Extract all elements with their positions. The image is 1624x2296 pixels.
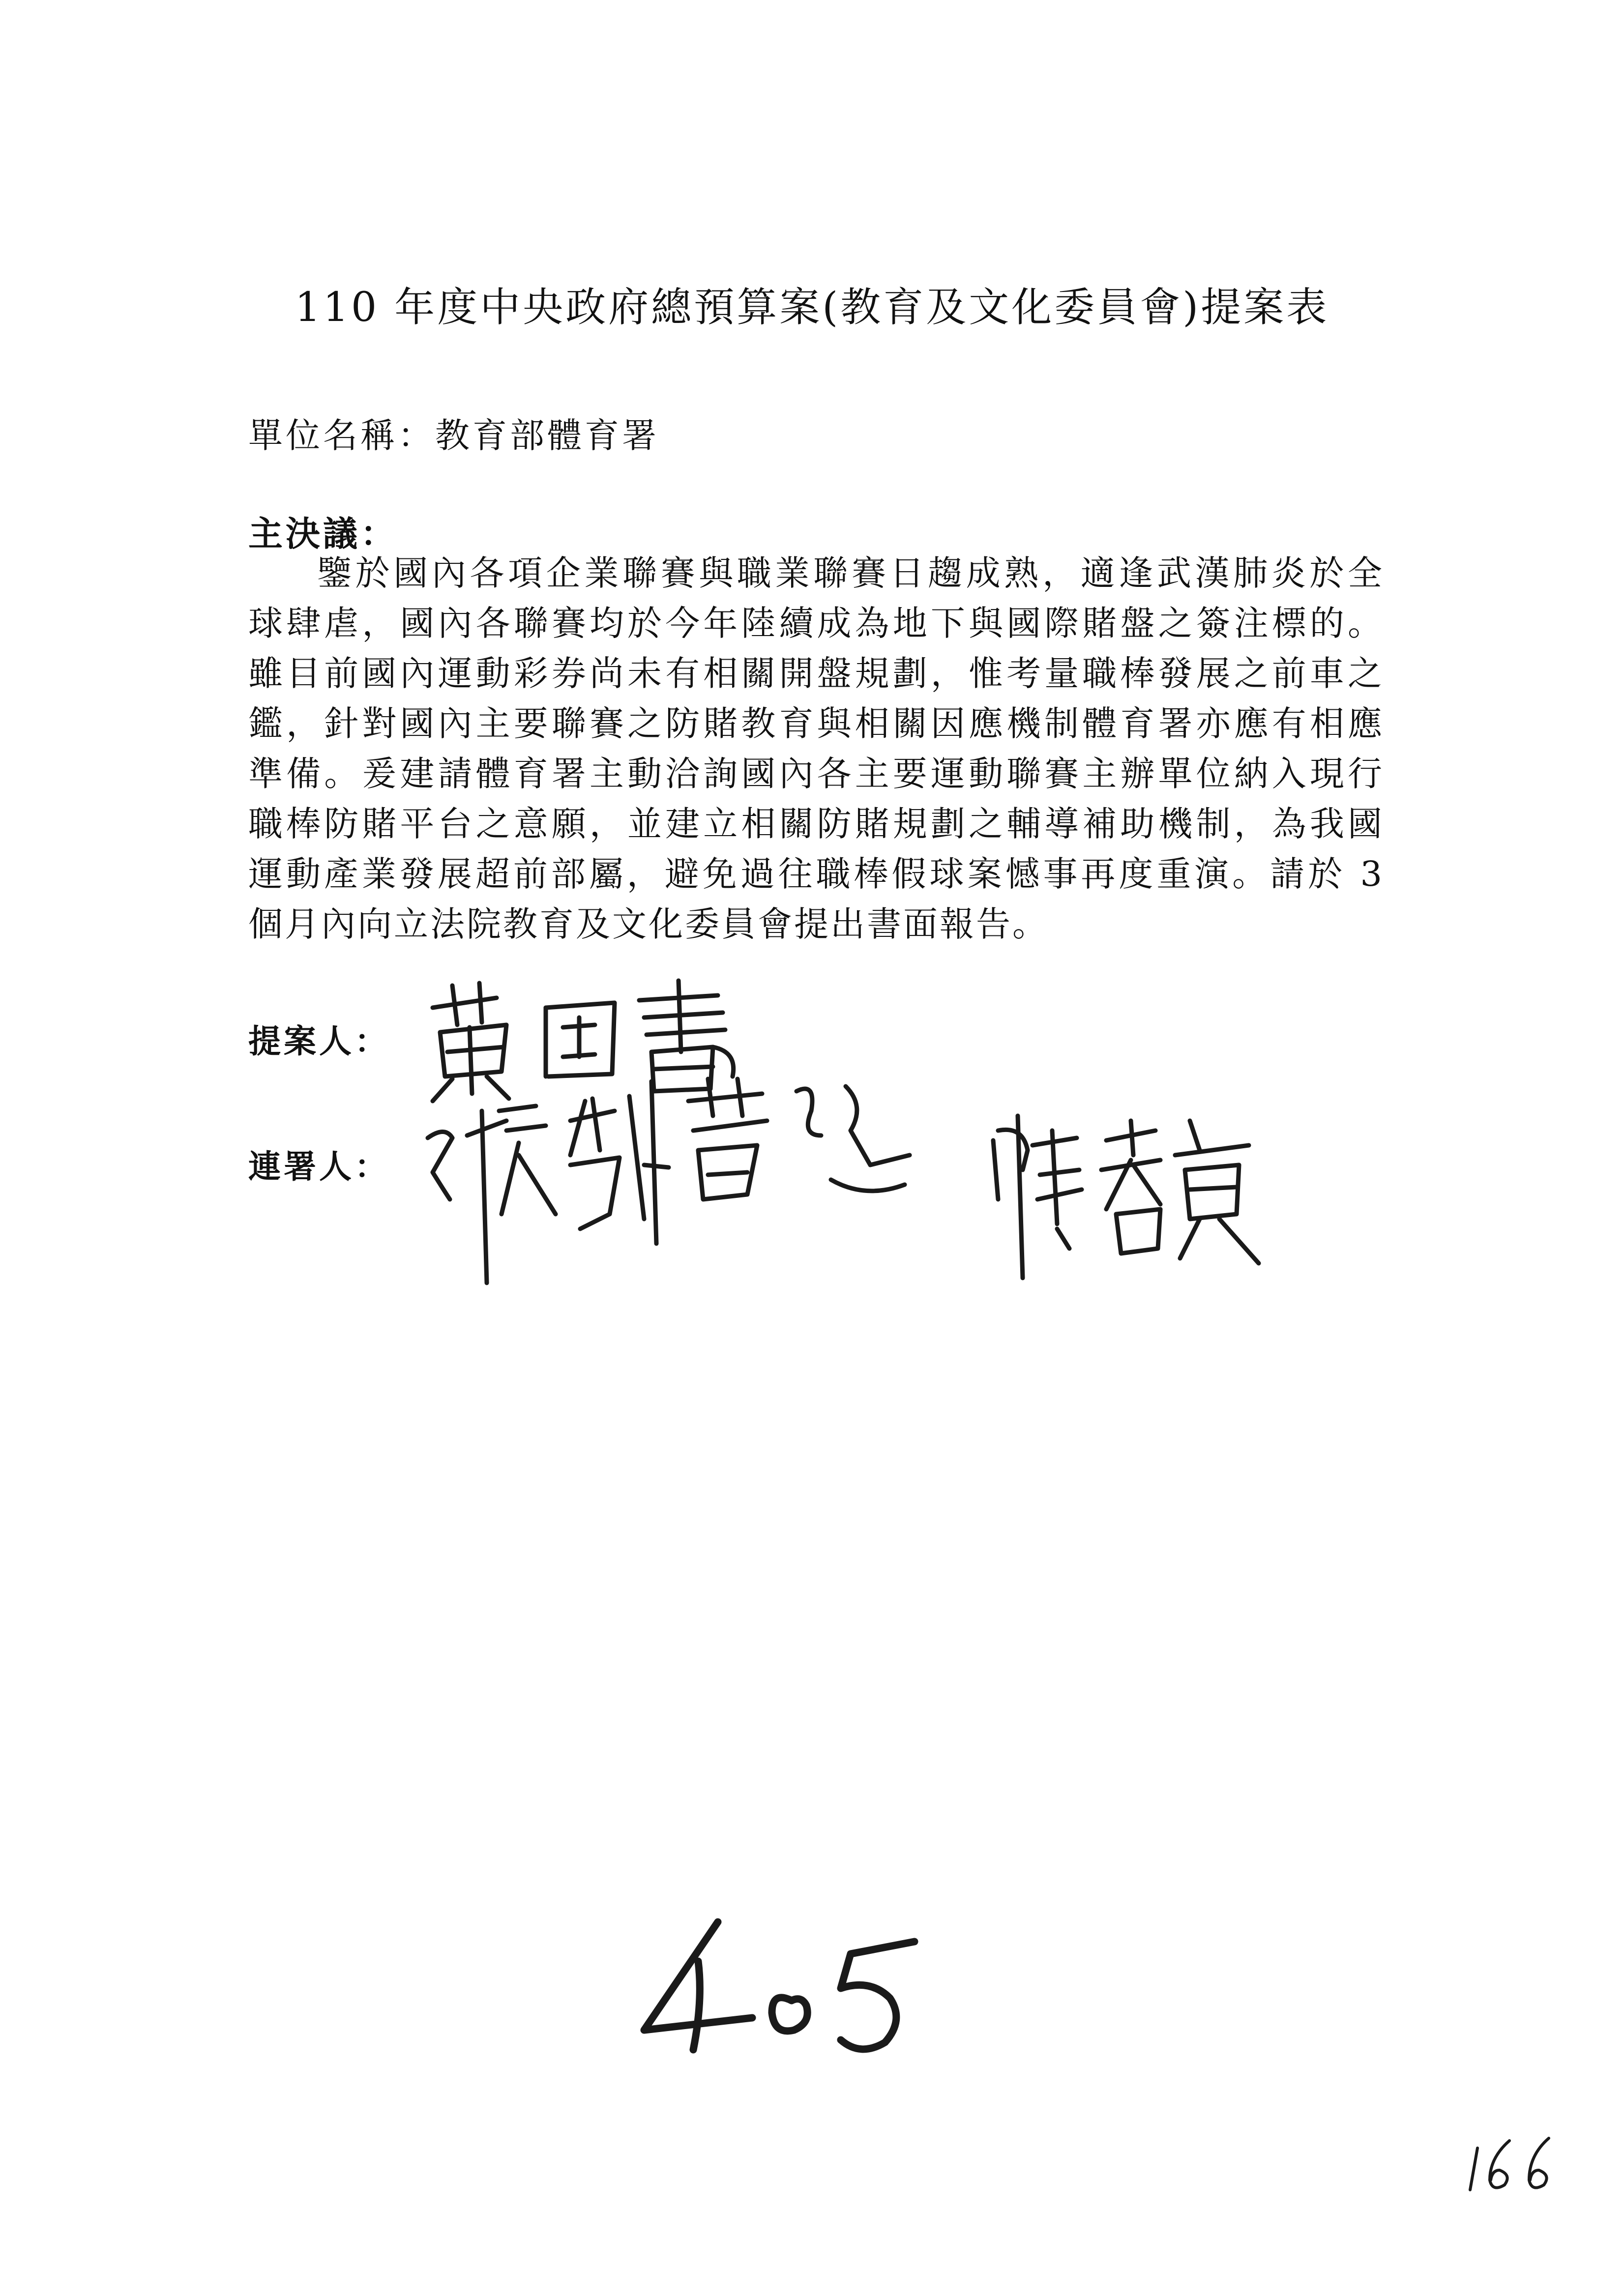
resolution-line: 鑒於國內各項企業聯賽與職業聯賽日趨成熟，適逢武漢肺炎於全 [317,553,1384,593]
resolution-line: 個月內向立法院教育及文化委員會提出書面報告。 [248,904,1049,944]
proposer-label: 提案人： [248,1022,390,1060]
main-resolution-text [248,548,1384,949]
resolution-line: 球肆虐，國內各聯賽均於今年陸續成為地下與國際賭盤之簽注標的。 [248,603,1384,643]
resolution-line: 準備。爰建請體育署主動洽詢國內各主要運動聯賽主辦單位納入現行 [248,754,1384,794]
unit-name-line: 單位名稱：教育部體育署 [248,415,659,456]
cosigner-label: 連署人： [248,1147,390,1186]
cosigner-signature [423,1052,954,1283]
handwritten-number [624,1907,939,2064]
page-mark [1465,2133,1564,2197]
document-title: 110 年度中央政府總預算案(教育及文化委員會)提案表 [295,284,1329,331]
resolution-line: 運動產業發展超前部屬，避免過往職棒假球案憾事再度重演。請於 3 [248,854,1384,894]
resolution-line: 鑑，針對國內主要聯賽之防賭教育與相關因應機制體育署亦應有相應 [248,703,1384,744]
resolution-line: 職棒防賭平台之意願，並建立相關防賭規劃之輔導補助機制，為我國 [248,804,1384,844]
cosigner-signature [983,1101,1264,1278]
resolution-line: 雖目前國內運動彩券尚未有相關開盤規劃，惟考量職棒發展之前車之 [248,653,1384,694]
main-resolution-label: 主決議： [248,513,398,554]
